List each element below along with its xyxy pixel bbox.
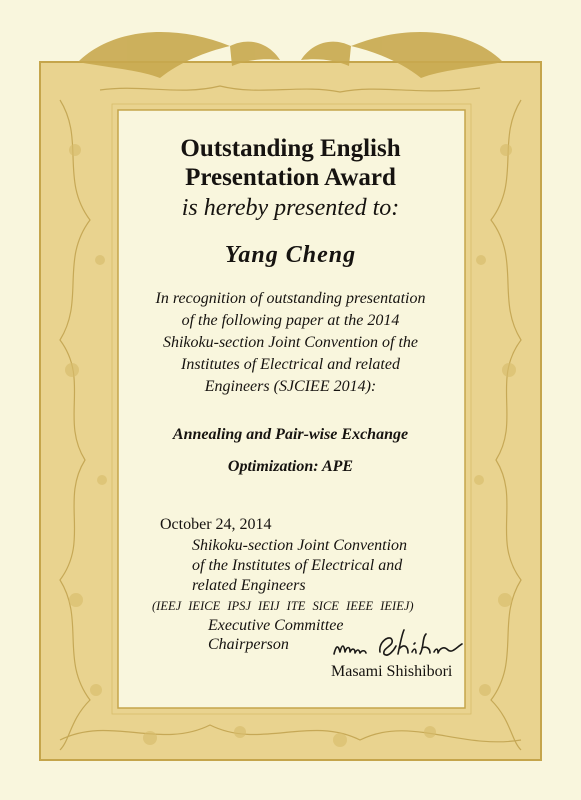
award-title-line1: Outstanding English <box>180 135 401 162</box>
paper-title-line2: Optimization: APE <box>227 458 354 475</box>
award-title-line2: Presentation Award <box>185 164 396 191</box>
recipient-name: Yang Cheng <box>224 242 357 268</box>
handwritten-signature <box>328 624 468 664</box>
convention-line: related Engineers <box>192 577 306 594</box>
convention-line: Shikoku-section Joint Convention <box>192 537 408 554</box>
paper-title-line1: Annealing and Pair-wise Exchange <box>172 426 409 443</box>
committee-line: Executive Committee <box>208 617 344 634</box>
convention-block <box>192 536 407 596</box>
signer-name: Masami Shishibori <box>331 663 453 680</box>
committee-title: Chairperson <box>208 636 289 653</box>
recognition-line: In recognition of outstanding presentation <box>155 290 426 307</box>
presented-to-text: is hereby presented to: <box>181 195 400 221</box>
committee-block <box>208 616 344 654</box>
recognition-line: of the following paper at the 2014 <box>181 312 400 329</box>
member-organizations: (IEEJ IEICE IPSJ IEIJ ITE SICE IEEE IEIEJ) <box>152 599 414 613</box>
convention-line: of the Institutes of Electrical and <box>192 557 403 574</box>
recognition-line: Shikoku-section Joint Convention of the <box>162 334 419 351</box>
recognition-line: Engineers (SJCIEE 2014): <box>204 378 377 395</box>
award-date: October 24, 2014 <box>160 516 272 533</box>
recognition-line: Institutes of Electrical and related <box>181 356 400 373</box>
